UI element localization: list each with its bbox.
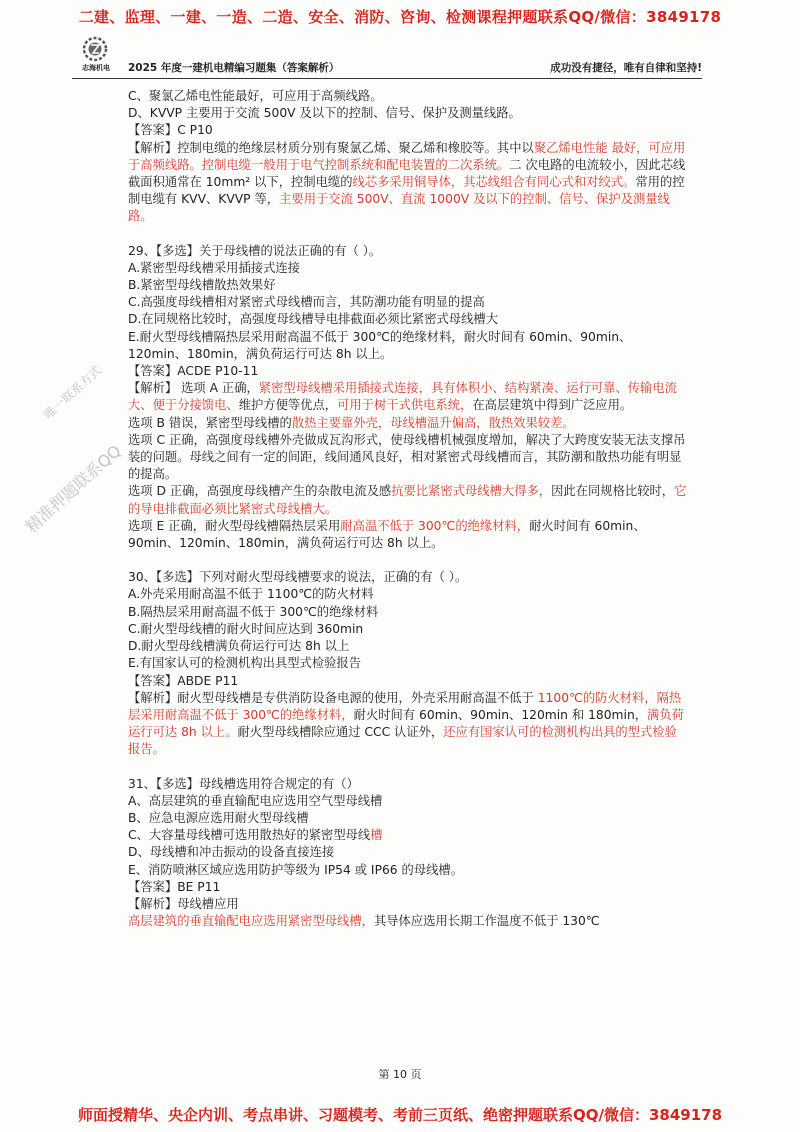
q31-stem: 31、【多选】母线槽选用符合规定的有（） bbox=[128, 776, 359, 791]
q29-explanation-d: 选项 D 正确，高强度母线槽产生的杂散电流及感抗要比紧密式母线槽大得多，因此在同规格比较时，它的导电排截面必须比紧密式母线槽大。 bbox=[128, 484, 687, 516]
q28-option-d: D、KVVP 主要用于交流 500V 及以下的控制、信号、保护及测量线路。 bbox=[128, 106, 521, 121]
q30-option-d: D.耐火型母线槽满负荷运行可达 8h 以上 bbox=[128, 639, 350, 654]
q30-stem: 30、【多选】下列对耐火型母线槽要求的说法，正确的有（ ）。 bbox=[128, 570, 468, 585]
logo-text: 志海机电 bbox=[82, 64, 110, 72]
q28-answer: 【答案】C P10 bbox=[128, 123, 213, 138]
watermark-contact: 唯一联系方式 bbox=[41, 363, 105, 422]
top-banner: 二建、监理、一建、一造、二造、安全、消防、咨询、检测课程押题联系QQ/微信：3849178 bbox=[78, 8, 722, 26]
q30-option-c: C.耐火型母线槽的耐火时间应达到 360min bbox=[128, 621, 364, 636]
q30-explanation: 【解析】耐火型母线槽是专供消防设备电源的使用，外壳采用耐高温不低于 1100℃的防火材料，隔热层采用耐高温不低于 300℃的绝缘材料，耐火时间有 60min、90min、120min 和 180min，满负荷运行可达 8h 以上。耐火型母线槽除应通过 CCC 认证外，还应有国家认可的检测机构出具的型式检验报告。 bbox=[128, 690, 684, 757]
q30-answer: 【答案】ABDE P11 bbox=[128, 673, 239, 688]
watermark-text: 精准押题联系QQ bbox=[22, 441, 125, 537]
q29-option-b: B.紧密型母线槽散热效果好 bbox=[128, 278, 276, 293]
q29-explanation-e: 选项 E 正确，耐火型母线槽隔热层采用耐高温不低于 300℃的绝缘材料，耐火时间有 60min、90min、120min、180min，满负荷运行可达 8h 以上。 bbox=[128, 518, 646, 551]
q30-option-e: E.有国家认可的检测机构出具型式检验报告 bbox=[128, 656, 362, 671]
bottom-banner: 师面授精华、央企内训、考点串讲、习题模考、考前三页纸、绝密押题联系QQ/微信：3849178 bbox=[77, 1106, 723, 1124]
q29-option-d: D.在同规格比较时，高强度母线槽导电排截面必须比紧密式母线槽大 bbox=[128, 312, 498, 327]
q29-stem: 29、【多选】关于母线槽的说法正确的有（ ）。 bbox=[128, 243, 382, 258]
page-number: 第 10 页 bbox=[378, 1068, 422, 1081]
document-title: 2025 年度一建机电精编习题集（答案解析） bbox=[128, 62, 340, 74]
page-header bbox=[72, 36, 702, 79]
q31-explanation-label: 【解析】母线槽应用 bbox=[128, 896, 239, 911]
q31-option-c: C、大容量母线槽可选用散热好的紧密型母线槽 bbox=[128, 828, 383, 843]
header-motto: 成功没有捷径，唯有自律和坚持! bbox=[550, 62, 702, 74]
q31-answer: 【答案】BE P11 bbox=[128, 879, 221, 894]
q29-explanation-b: 选项 B 错误，紧密型母线槽的散热主要靠外壳，母线槽温升偏高，散热效果较差。 bbox=[128, 415, 575, 430]
q29-option-c: C.高强度母线槽相对紧密式母线槽而言，其防潮功能有明显的提高 bbox=[128, 295, 485, 310]
q28-explanation: 【解析】控制电缆的绝缘层材质分别有聚氯乙烯、聚乙烯和橡胶等。其中以聚乙烯电性能 最好，可应用于高频线路。控制电缆一般用于电气控制系统和配电装置的二次系统。二 次电路的电流较小，因此芯线截面积通常在 10mm² 以下，控制电缆的线芯多采用铜导体，其芯线组合有同心式和对绞式。常用的控制电缆有 KVV、KVVP 等，主要用于交流 500V、直流 1000V 及以下的控制、信号、保护及测量线路。 bbox=[128, 140, 686, 224]
q29-answer: 【答案】ACDE P10-11 bbox=[128, 364, 259, 379]
page-content bbox=[128, 88, 688, 930]
q31-option-d: D、母线槽和冲击振动的设备直接连接 bbox=[128, 845, 335, 860]
q30-option-a: A.外壳采用耐高温不低于 1100℃的防火材料 bbox=[128, 587, 374, 602]
q28-option-c: C、聚氯乙烯电性能最好，可应用于高频线路。 bbox=[128, 89, 383, 103]
q29-option-e: E.耐火型母线槽隔热层采用耐高温不低于 300℃的绝缘材料，耐火时间有 60min、90min、120min、180min，满负荷运行可达 8h 以上。 bbox=[128, 329, 632, 361]
q31-option-b: B、应急电源应选用耐火型母线槽 bbox=[128, 810, 309, 825]
q31-explanation: 高层建筑的垂直输配电应选用紧密型母线槽，其导体应选用长期工作温度不低于 130℃ bbox=[128, 914, 600, 929]
q31-option-a: A、高层建筑的垂直输配电应选用空气型母线槽 bbox=[128, 793, 383, 808]
q30-option-b: B.隔热层采用耐高温不低于 300℃的绝缘材料 bbox=[128, 604, 379, 619]
q29-explanation-c: 选项 C 正确，高强度母线槽外壳做成瓦沟形式，使母线槽机械强度增加，解决了大跨度安装无法支撑吊装的问题。母线之间有一定的间距，线间通风良好，相对紧密式母线槽而言，其防潮和散热功能有明显的提高。 bbox=[128, 432, 686, 482]
q31-option-e: E、消防喷淋区域应选用防护等级为 IP54 或 IP66 的母线槽。 bbox=[128, 862, 464, 877]
q29-option-a: A.紧密型母线槽采用插接式连接 bbox=[128, 260, 300, 275]
q29-explanation-a: 【解析】 选项 A 正确，紧密型母线槽采用插接式连接，具有体积小、结构紧凑、运行可靠、传输电流大、便于分接馈电、维护方便等优点，可用于树干式供电系统，在高层建筑中得到广泛应用。 bbox=[128, 381, 677, 413]
